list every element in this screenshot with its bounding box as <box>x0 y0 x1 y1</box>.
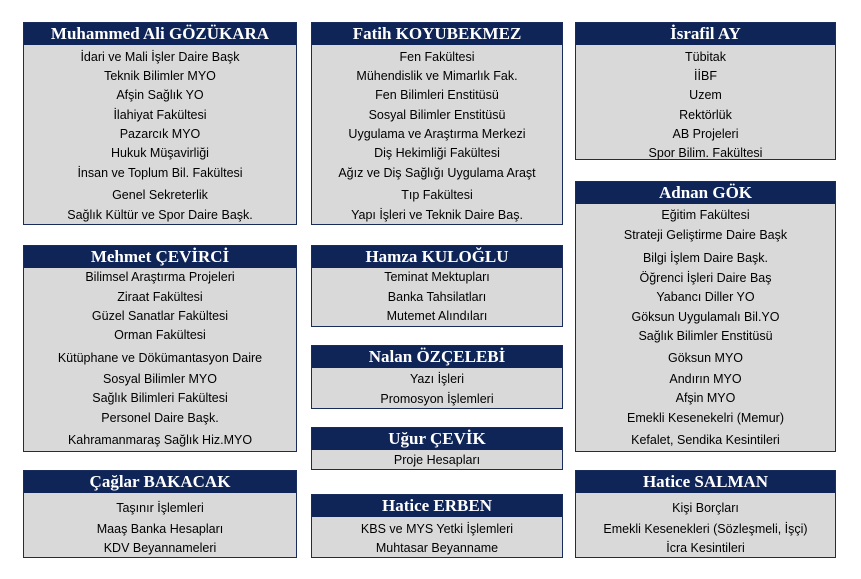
list-item: Yazı İşleri <box>410 372 464 386</box>
list-item: Orman Fakültesi <box>114 328 206 342</box>
list-item: Teminat Mektupları <box>384 270 490 284</box>
list-item: KBS ve MYS Yetki İşlemleri <box>360 522 514 536</box>
card-hatice-erben <box>311 494 563 558</box>
list-item: Mühendislik ve Mimarlık Fak. <box>356 69 518 83</box>
list-item: Diş Hekimliği Fakültesi <box>374 146 500 160</box>
card-title: Muhammed Ali GÖZÜKARA <box>24 23 296 45</box>
list-item: Hukuk Müşavirliği <box>111 146 209 160</box>
card-hatice-salman <box>575 470 836 558</box>
list-item: Maaş Banka Hesapları <box>96 522 224 536</box>
list-item: Göksun Uygulamalı Bil.YO <box>631 310 780 324</box>
list-item: Yapı İşleri ve Teknik Daire Baş. <box>351 208 523 222</box>
list-item: Afşin MYO <box>675 391 736 405</box>
list-item: İİBF <box>694 69 717 83</box>
list-item: Kütüphane ve Dökümantasyon Daire <box>57 351 263 365</box>
list-item: Güzel Sanatlar Fakültesi <box>91 309 229 323</box>
card-ugur-cevik <box>311 427 563 470</box>
list-item: Fen Fakültesi <box>399 50 475 64</box>
list-item: Taşınır İşlemleri <box>116 501 204 515</box>
list-item: Proje Hesapları <box>393 453 481 467</box>
card-title: Fatih KOYUBEKMEZ <box>312 23 562 45</box>
card-fatih-koyubekmez <box>311 22 563 225</box>
list-item: Göksun MYO <box>667 351 744 365</box>
card-title: İsrafil AY <box>576 23 835 45</box>
list-item: Kefalet, Sendika Kesintileri <box>631 433 780 447</box>
card-nalan-ozcelebi <box>311 345 563 409</box>
list-item: İnsan ve Toplum Bil. Fakültesi <box>77 166 243 180</box>
list-item: Spor Bilim. Fakültesi <box>648 146 763 160</box>
list-item: Fen Bilimleri Enstitüsü <box>375 88 499 102</box>
card-muhammed-ali-gozukara <box>23 22 297 225</box>
list-item: İdari ve Mali İşler Daire Başk <box>80 50 240 64</box>
list-item: Bilgi İşlem Daire Başk. <box>642 251 769 265</box>
list-item: Sağlık Bilimler Enstitüsü <box>638 329 773 343</box>
list-item: Tübitak <box>685 50 726 64</box>
list-item: Muhtasar Beyanname <box>375 541 499 555</box>
list-item: Ziraat Fakültesi <box>117 290 203 304</box>
card-title: Uğur ÇEVİK <box>312 428 562 450</box>
list-item: Sağlık Kültür ve Spor Daire Başk. <box>67 208 253 222</box>
list-item: Rektörlük <box>679 108 732 122</box>
list-item: Uygulama ve Araştırma Merkezi <box>348 127 526 141</box>
list-item: Tıp Fakültesi <box>401 188 473 202</box>
list-item: Emekli Kesenekleri (Sözleşmeli, İşçi) <box>603 522 808 536</box>
list-item: Kahramanmaraş Sağlık Hiz.MYO <box>67 433 253 447</box>
list-item: Eğitim Fakültesi <box>661 208 750 222</box>
list-item: Bilimsel Araştırma Projeleri <box>85 270 235 284</box>
list-item: Uzem <box>689 88 722 102</box>
list-item: İcra Kesintileri <box>666 541 745 555</box>
card-title: Hatice SALMAN <box>576 471 835 493</box>
list-item: Kişi Borçları <box>672 501 739 515</box>
card-title: Mehmet ÇEVİRCİ <box>24 246 296 268</box>
list-item: Personel Daire Başk. <box>101 411 219 425</box>
list-item: Promosyon İşlemleri <box>380 392 494 406</box>
list-item: Öğrenci İşleri Daire Baş <box>639 271 772 285</box>
card-caglar-bakacak <box>23 470 297 558</box>
card-title: Hamza KULOĞLU <box>312 246 562 268</box>
list-item: Yabancı Diller YO <box>656 290 755 304</box>
card-title: Hatice ERBEN <box>312 495 562 517</box>
list-item: Pazarcık MYO <box>119 127 201 141</box>
card-israfil-ay <box>575 22 836 160</box>
card-adnan-gok <box>575 181 836 452</box>
list-item: Emekli Kesenekelri (Memur) <box>627 411 784 425</box>
list-item: İlahiyat Fakültesi <box>113 108 207 122</box>
list-item: Ağız ve Diş Sağlığı Uygulama Araşt <box>338 166 536 180</box>
card-mehmet-cevirci <box>23 245 297 452</box>
list-item: Afşin Sağlık YO <box>116 88 204 102</box>
card-title: Çağlar BAKACAK <box>24 471 296 493</box>
list-item: Sosyal Bilimler MYO <box>103 372 217 386</box>
list-item: KDV Beyannameleri <box>103 541 217 555</box>
list-item: AB Projeleri <box>672 127 739 141</box>
card-title: Nalan ÖZÇELEBİ <box>312 346 562 368</box>
list-item: Sağlık Bilimleri Fakültesi <box>92 391 228 405</box>
list-item: Teknik Bilimler MYO <box>104 69 216 83</box>
list-item: Genel Sekreterlik <box>112 188 208 202</box>
list-item: Banka Tahsilatları <box>387 290 487 304</box>
card-title: Adnan GÖK <box>576 182 835 204</box>
card-hamza-kuloglu <box>311 245 563 327</box>
list-item: Mutemet Alındıları <box>386 309 488 323</box>
list-item: Strateji Geliştirme Daire Başk <box>623 228 788 242</box>
list-item: Sosyal Bilimler Enstitüsü <box>368 108 506 122</box>
list-item: Andırın MYO <box>669 372 742 386</box>
